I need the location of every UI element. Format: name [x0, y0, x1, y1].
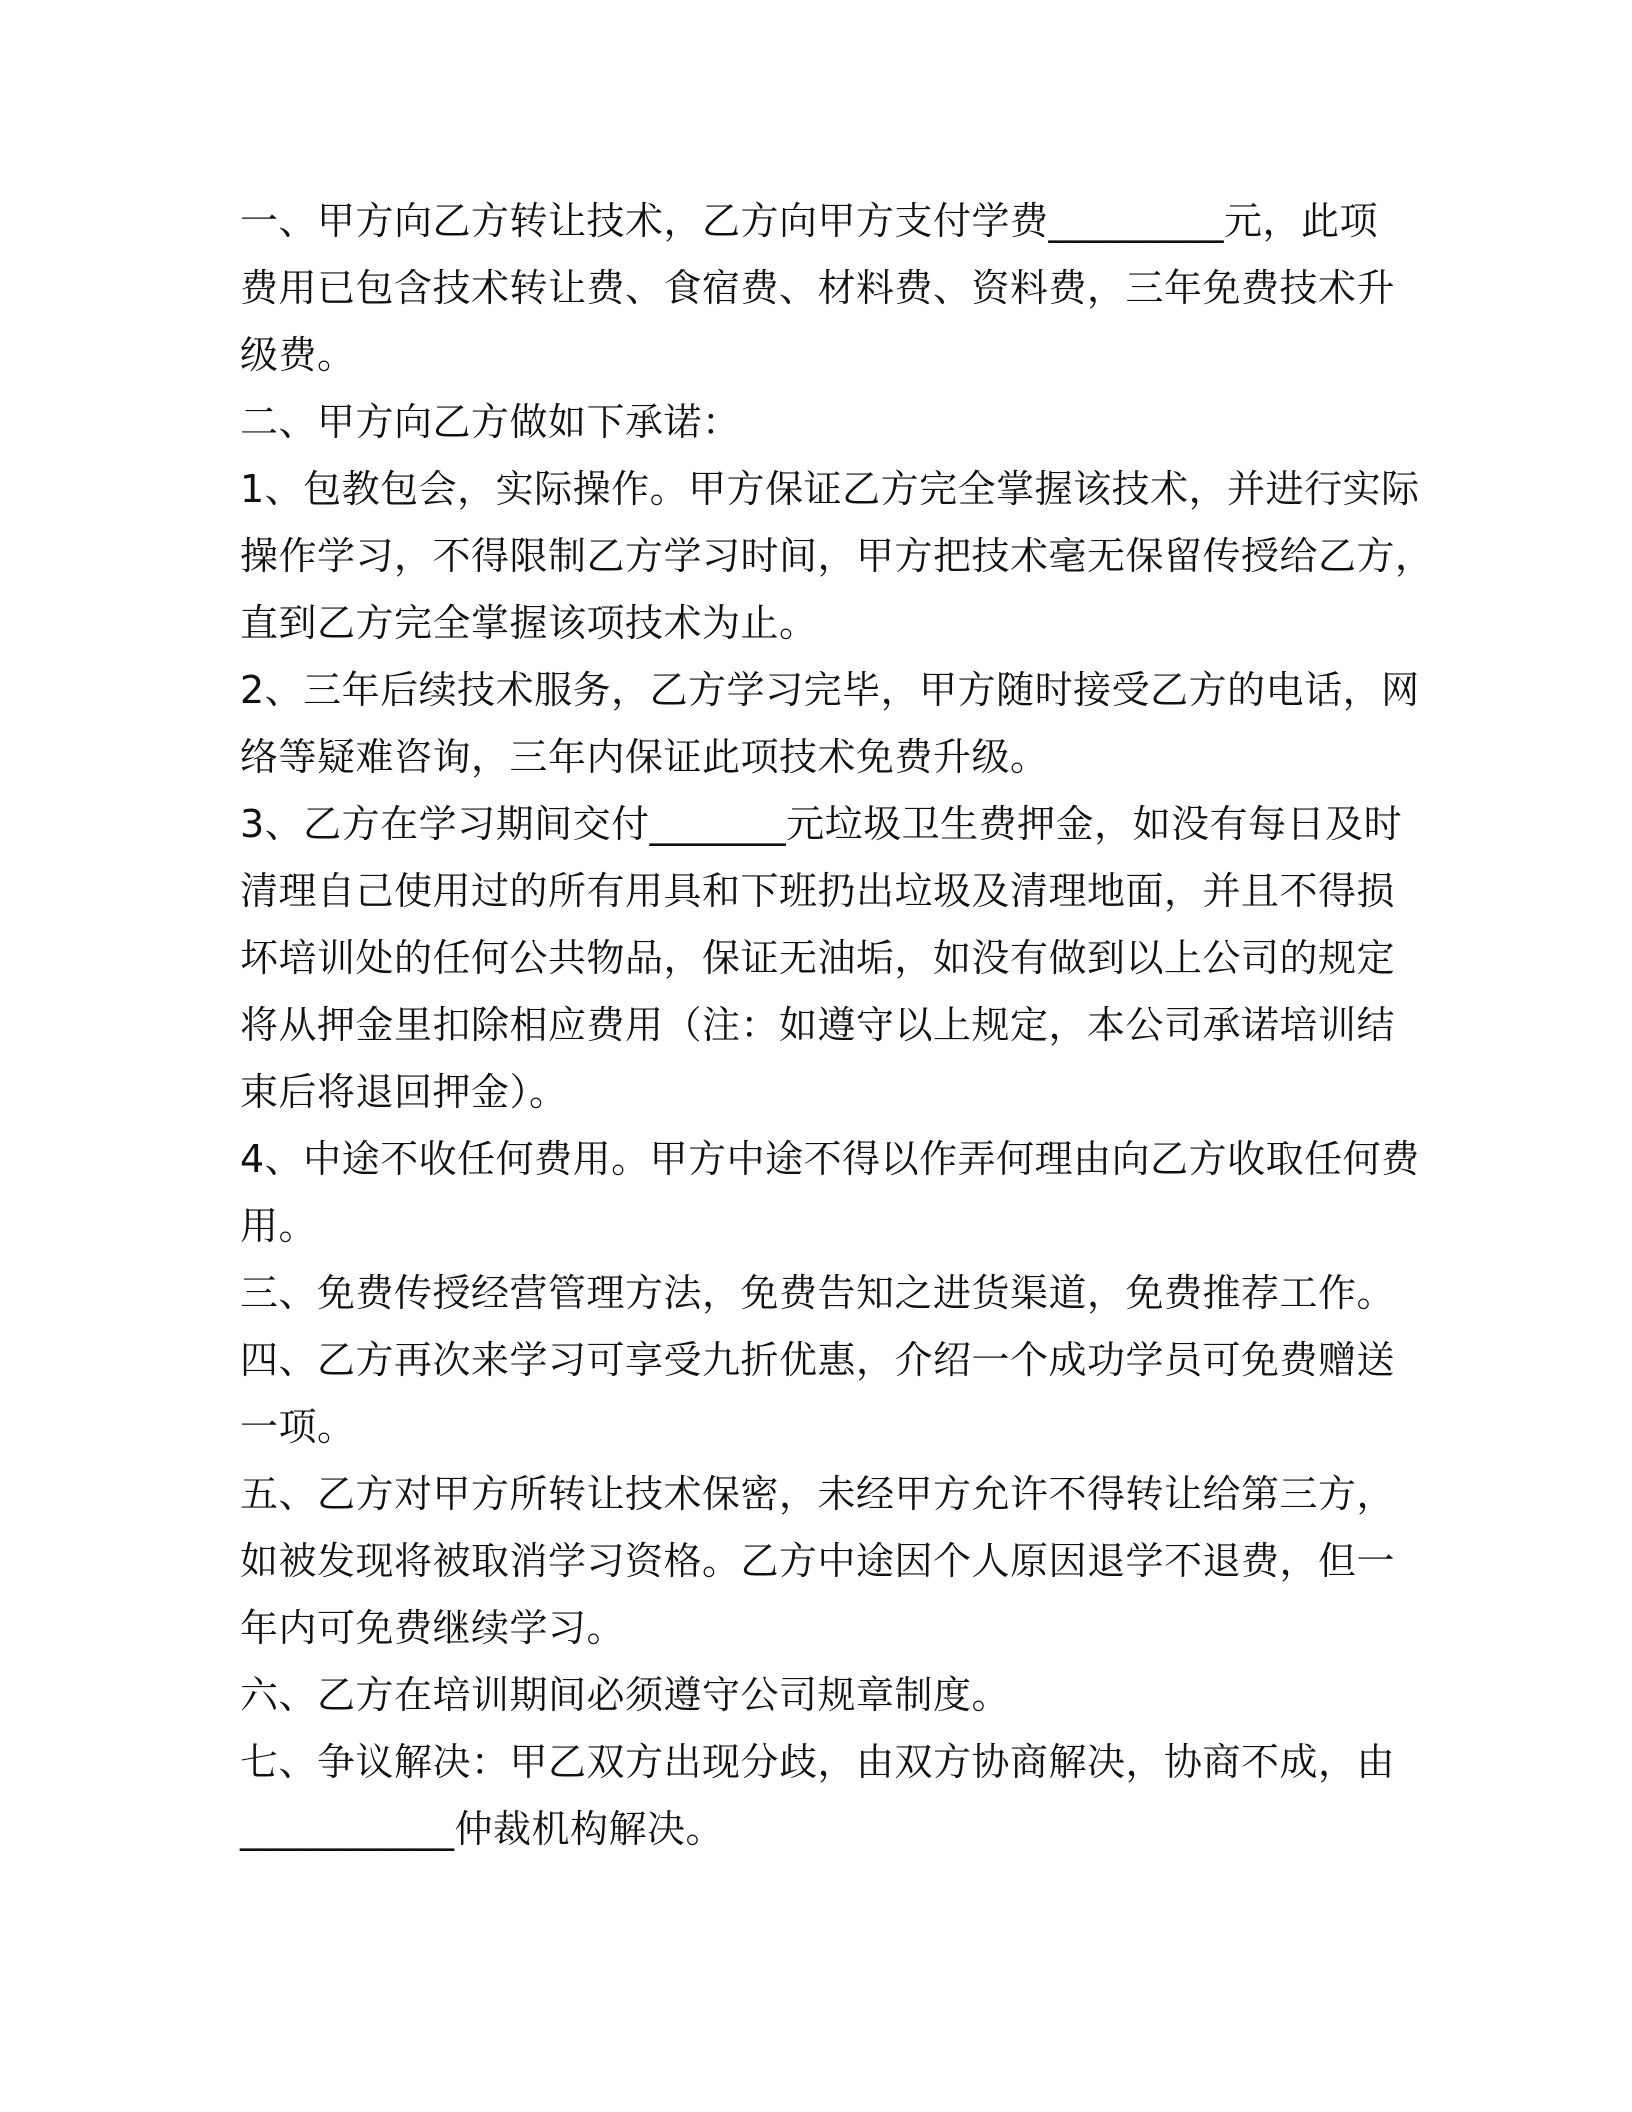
- text-line: 4、中途不收任何费用。甲方中途不得以作弄何理由向乙方收取任何费: [240, 1137, 1420, 1181]
- text-line: 将从押金里扣除相应费用（注：如遵守以上规定，本公司承诺培训结: [240, 1003, 1396, 1047]
- text-line: 直到乙方完全掌握该项技术为止。: [240, 601, 818, 645]
- text-line: 用。: [240, 1204, 318, 1248]
- text-line: 坏培训处的任何公共物品，保证无油垢，如没有做到以上公司的规定: [240, 936, 1396, 980]
- text-line: 如被发现将被取消学习资格。乙方中途因个人原因退学不退费，但一: [240, 1539, 1396, 1583]
- text-line: 络等疑难咨询，三年内保证此项技术免费升级。: [240, 735, 1049, 779]
- text-line: ___________仲裁机构解决。: [240, 1807, 725, 1851]
- text-line: 七、争议解决：甲乙双方出现分歧，由双方协商解决，协商不成，由: [240, 1740, 1396, 1784]
- text-line: 一、甲方向乙方转让技术，乙方向甲方支付学费_________元，此项: [240, 199, 1379, 243]
- text-line: 费用已包含技术转让费、食宿费、材料费、资料费，三年免费技术升: [240, 266, 1396, 310]
- text-line: 六、乙方在培训期间必须遵守公司规章制度。: [240, 1673, 1011, 1717]
- text-line: 二、甲方向乙方做如下承诺：: [240, 400, 741, 444]
- text-line: 1、包教包会，实际操作。甲方保证乙方完全掌握该技术，并进行实际: [240, 467, 1420, 511]
- document-page: [240, 188, 1434, 1863]
- text-line: 级费。: [240, 333, 356, 377]
- text-line: 2、三年后续技术服务，乙方学习完毕，甲方随时接受乙方的电话，网: [240, 668, 1420, 712]
- text-line: 清理自己使用过的所有用具和下班扔出垃圾及清理地面，并且不得损: [240, 869, 1396, 913]
- text-line: 三、免费传授经营管理方法，免费告知之进货渠道，免费推荐工作。: [240, 1271, 1396, 1315]
- text-line: 四、乙方再次来学习可享受九折优惠，介绍一个成功学员可免费赠送: [240, 1338, 1396, 1382]
- text-line: 年内可免费继续学习。: [240, 1606, 626, 1650]
- text-line: 五、乙方对甲方所转让技术保密，未经甲方允许不得转让给第三方，: [240, 1472, 1396, 1516]
- text-line: 束后将退回押金）。: [240, 1070, 568, 1114]
- text-line: 一项。: [240, 1405, 356, 1449]
- text-line: 3、乙方在学习期间交付_______元垃圾卫生费押金，如没有每日及时: [240, 802, 1403, 846]
- text-line: 操作学习，不得限制乙方学习时间，甲方把技术毫无保留传授给乙方，: [240, 534, 1434, 578]
